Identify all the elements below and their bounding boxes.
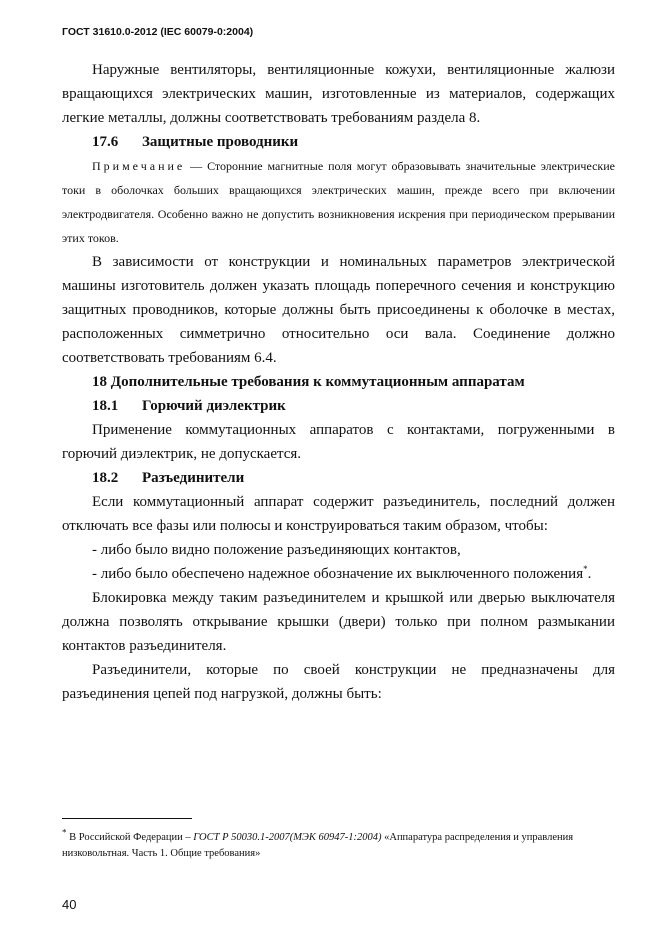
body-text [62,58,615,706]
section-number: 18.2 [92,470,119,486]
section-title: Защитные проводники [142,134,299,150]
footnote-mark: * [62,827,67,838]
list-item-end: . [587,566,592,582]
section-18-2-heading [62,466,615,490]
section-title: 18 Дополнительные требования к коммутационным аппаратам [92,374,525,390]
footnote [62,827,615,862]
section-18-1-heading [62,394,615,418]
list-item [62,562,615,586]
list-item: - либо было видно положение разъединяющих контактов, [92,542,461,558]
list-item-text: - либо было обеспечено надежное обозначение их выключенного положения [92,566,584,582]
note-label: Примечание [92,159,186,173]
page-number: 40 [62,897,77,912]
paragraph-interlock: Блокировка между таким разъединителем и крышкой или дверью выключателя должна позволять открывание крышки (двери) только при полном размыкании контактов разъединителя. [62,590,615,654]
section-number: 18.1 [92,398,119,414]
note-paragraph [62,154,615,250]
note-text: — Сторонние магнитные поля могут образовывать значительные электрические токи в оболочках больших вращающихся электрических машин, прежде всего при включении электродвигателя. Особенно важно не допустить возникновения искрения при периодическом прерывании этих токов. [62,159,615,245]
paragraph-conductors: В зависимости от конструкции и номинальных параметров электрической машины изготовитель должен указать площадь поперечного сечения и конструкцию защитных проводников, которые должны быть присоединены к оболочке в местах, расположенных симметрично относительно оси вала. Соединение должно соответствовать требованиям 6.4. [62,254,615,366]
footnote-lead: В Российской Федерации – [66,832,194,843]
paragraph-fans: Наружные вентиляторы, вентиляционные кожухи, вентиляционные жалюзи вращающихся электрических машин, изготовленные из материалов, содержащих легкие металлы, должны соответствовать требованиям раздела 8. [62,62,615,126]
paragraph-disconnectors-load: Разъединители, которые по своей конструкции не предназначены для разъединения цепей под нагрузкой, должны быть: [62,662,615,702]
section-number: 17.6 [92,134,119,150]
footnote-divider [62,818,192,819]
section-17-6-heading [62,130,615,154]
paragraph-dielectric: Применение коммутационных аппаратов с контактами, погруженными в горючий диэлектрик, не допускается. [62,422,615,462]
section-title: Разъединители [142,470,245,486]
footnote-standard-ref: ГОСТ Р 50030.1-2007(МЭК 60947-1:2004) [193,832,382,843]
section-18-heading [62,370,615,394]
footnote-rest: «Аппаратура распределения и управления низковольтная. Часть 1. Общие требования» [62,832,574,859]
page-header: ГОСТ 31610.0-2012 (IEC 60079-0:2004) [62,26,254,38]
section-title: Горючий диэлектрик [142,398,286,414]
paragraph-disconnector: Если коммутационный аппарат содержит разъединитель, последний должен отключать все фазы или полюсы и конструироваться таким образом, чтобы: [62,494,615,534]
footnote-reference: * [583,564,588,574]
